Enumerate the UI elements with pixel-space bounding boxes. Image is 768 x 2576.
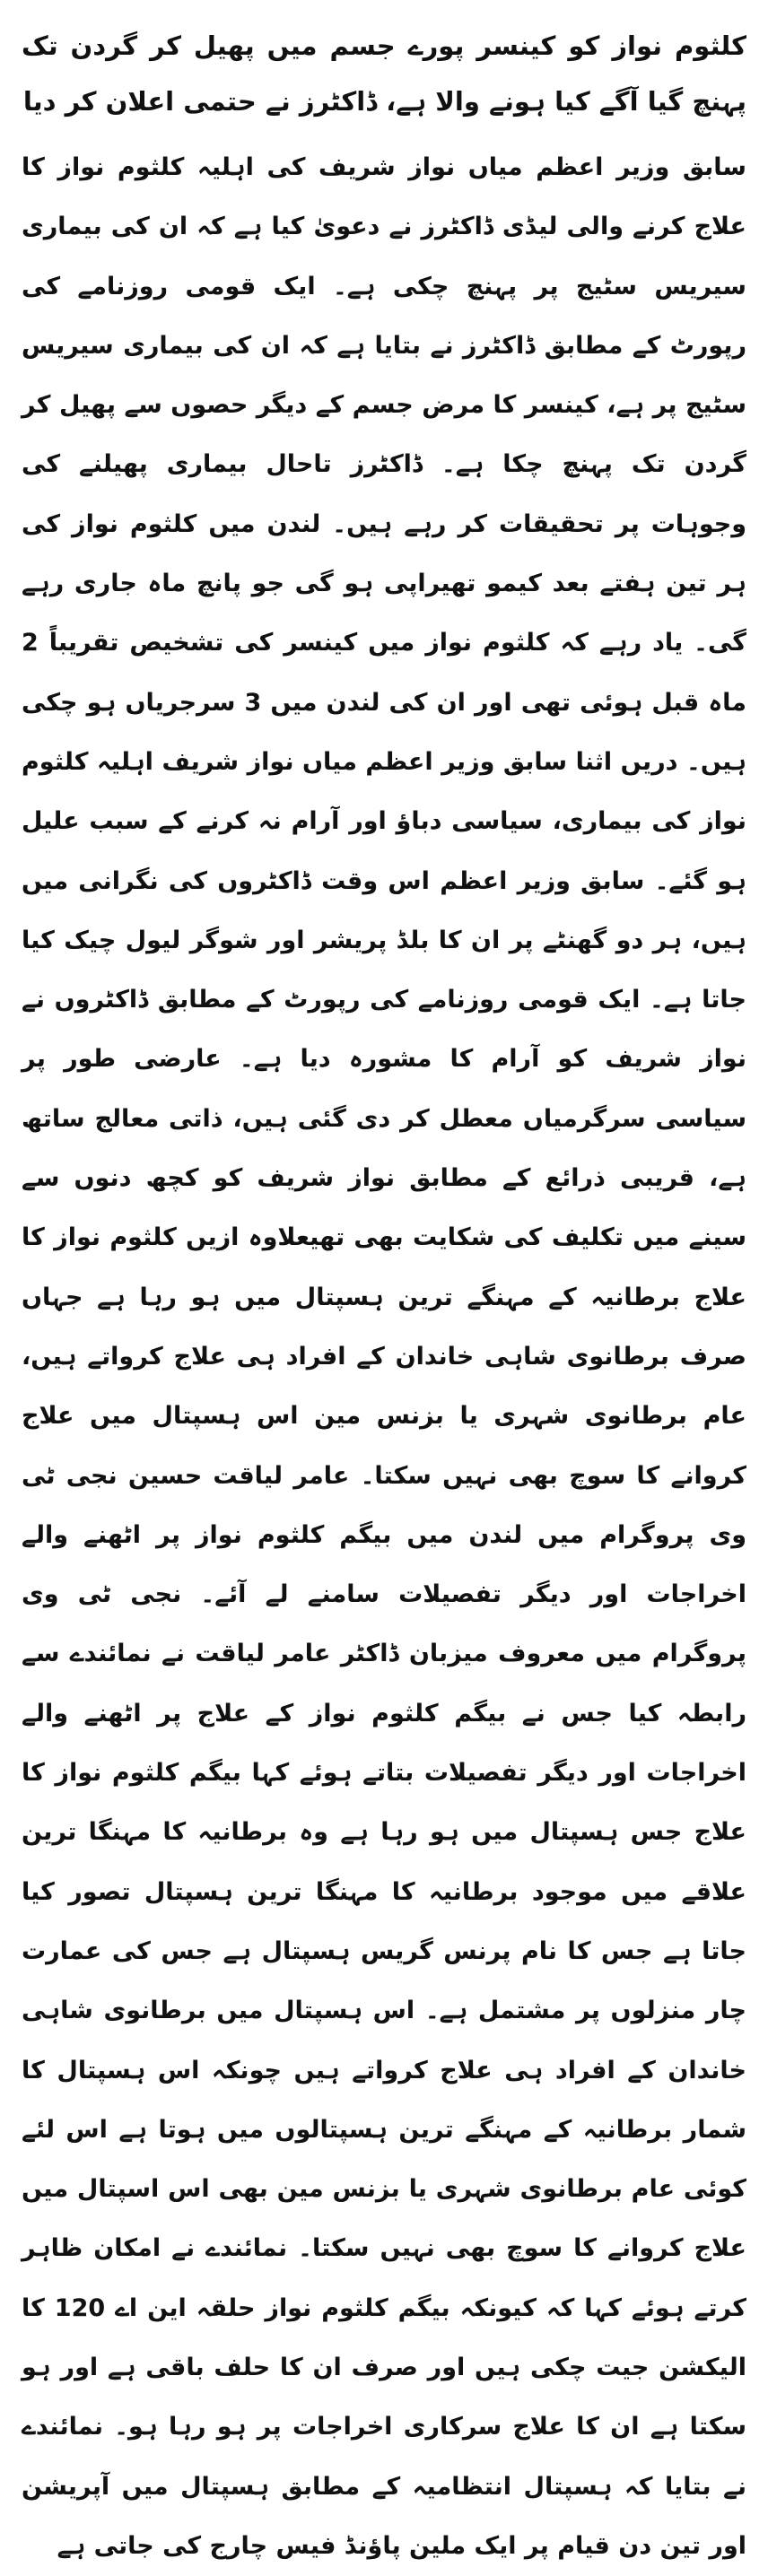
article-headline: کلثوم نواز کو کینسر پورے جسم میں پھیل کر گردن تک پہنچ گیا آگے کیا ہونے والا ہے، ڈاکٹرز نے حتمی اعلان کر دیا bbox=[22, 30, 746, 117]
article-body: سابق وزیر اعظم میاں نواز شریف کی اہلیہ کلثوم نواز کا علاج کرنے والی لیڈی ڈاکٹرز نے دعویٰ کیا ہے کہ ان کی بیماری سیریس سٹیج پر پہنچ چکی ہے۔ ایک قومی روزنامے کی رپورٹ کے مطابق ڈاکٹرز نے بتایا ہے کہ ان کی بیماری سیریس سٹیج پر ہے، کینسر کا مرض جسم کے دیگر حصوں سے پھیل کر گردن تک پہنچ چکا ہے۔ ڈاکٹرز تاحال بیماری پھیلنے کی وجوہات پر تحقیقات کر رہے ہیں۔ لندن میں کلثوم نواز کی ہر تین ہفتے بعد کیمو تھیراپی ہو گی جو پانچ ماہ جاری رہے گی۔ یاد رہے کہ کلثوم نواز میں کینسر کی تشخیص تقریباً 2 ماہ قبل ہوئی تھی اور ان کی لندن میں 3 سرجریاں ہو چکی ہیں۔ دریں اثنا سابق وزیر اعظم میاں نواز شریف اہلیہ کلثوم نواز کی بیماری، سیاسی دباؤ اور آرام نہ کرنے کے سبب علیل ہو گئے۔ سابق وزیر اعظم اس وقت ڈاکٹروں کی نگرانی میں ہیں، ہر دو گھنٹے پر ان کا بلڈ پریشر اور شوگر لیول چیک کیا جاتا ہے۔ ایک قومی روزنامے کی رپورٹ کے مطابق ڈاکٹروں نے نواز شریف کو آرام کا مشورہ دیا ہے۔ عارضی طور پر سیاسی سرگرمیاں معطل کر دی گئی ہیں، ذاتی معالج ساتھ ہے، قریبی ذرائع کے مطابق نواز شریف کو کچھ دنوں سے سینے میں تکلیف کی شکایت بھی تھیعلاوہ ازیں کلثوم نواز کا علاج برطانیہ کے مہنگے ترین ہسپتال میں ہو رہا ہے جہاں صرف برطانوی شاہی خاندان کے افراد ہی علاج کرواتے ہیں، عام برطانوی شہری یا بزنس مین اس ہسپتال میں علاج کروانے کا سوچ بھی نہیں سکتا۔ عامر لیاقت حسین نجی ٹی وی پروگرام میں لندن میں بیگم کلثوم نواز پر اٹھنے والے اخراجات اور دیگر تفصیلات سامنے لے آئے۔ نجی ٹی وی پروگرام میں معروف میزبان ڈاکٹر عامر لیاقت نے نمائندے سے رابطہ کیا جس نے بیگم کلثوم نواز کے علاج پر اٹھنے والے اخراجات اور دیگر تفصیلات بتاتے ہوئے کہا بیگم کلثوم نواز کا علاج جس ہسپتال میں ہو رہا ہے وہ برطانیہ کا مہنگا ترین علاقے میں موجود برطانیہ کا مہنگا ترین ہسپتال تصور کیا جاتا ہے جس کا نام پرنس گریس ہسپتال ہے جس کی عمارت چار منزلوں پر مشتمل ہے۔ اس ہسپتال میں برطانوی شاہی خاندان کے افراد ہی علاج کرواتے ہیں چونکہ اس ہسپتال کا شمار برطانیہ کے مہنگے ترین ہسپتالوں میں ہوتا ہے اس لئے کوئی عام برطانوی شہری یا بزنس مین بھی اس اسپتال میں علاج کروانے کا سوچ بھی نہیں سکتا۔ نمائندے نے امکان ظاہر کرتے ہوئے کہا کہ کیونکہ بیگم کلثوم نواز حلقہ این اے 120 کا الیکشن جیت چکی ہیں اور صرف ان کا حلف باقی ہے اور ہو سکتا ہے ان کا علاج سرکاری اخراجات پر ہو رہا ہو۔ نمائندے نے بتایا کہ ہسپتال انتظامیہ کے مطابق ہسپتال میں آپریشن اور تین دن قیام پر ایک ملین پاؤنڈ فیس چارج کی جاتی ہے bbox=[22, 153, 746, 2560]
article bbox=[22, 18, 746, 2576]
